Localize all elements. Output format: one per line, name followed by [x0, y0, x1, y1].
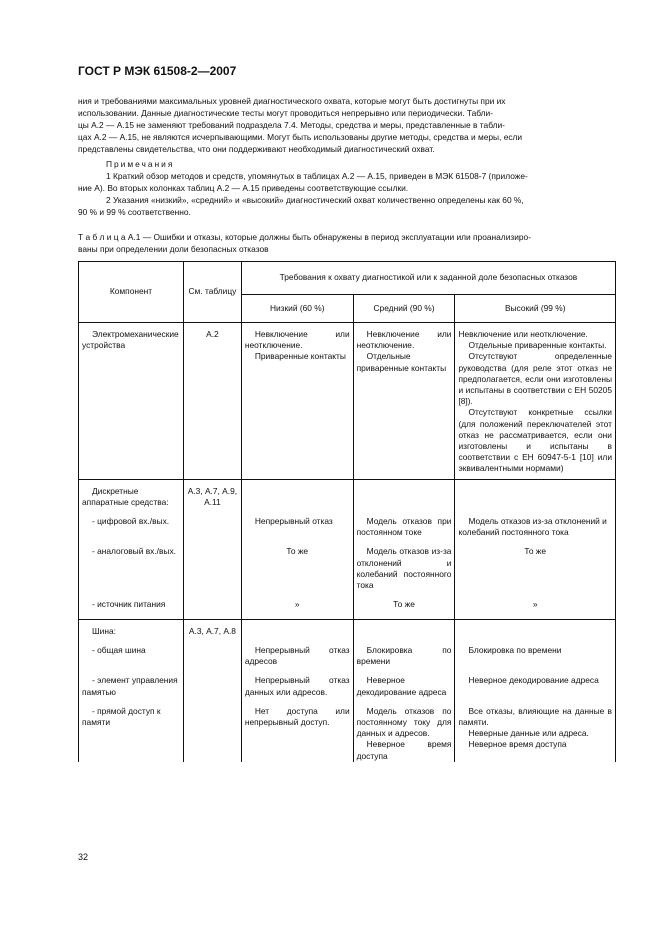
low-cell	[241, 323, 353, 480]
medium-cell: Модель отказов из-за отклонений и колебаний постоянного тока	[353, 538, 455, 591]
high-cell	[455, 698, 616, 762]
document-header: ГОСТ Р МЭК 61508-2—2007	[78, 64, 237, 78]
notes-title: Примечания	[106, 159, 175, 169]
table-row	[79, 538, 616, 591]
low-cell: Непрерывный отказ данных или адресов.	[241, 667, 353, 697]
component-cell: - общая шина	[79, 637, 184, 667]
table-row	[79, 667, 616, 697]
low-cell: Непрерывный отказ	[241, 508, 353, 538]
page-number: 32	[78, 852, 89, 862]
cell-text: Отдельные приваренные контакты	[356, 351, 447, 373]
cell-text: Приваренные контакты	[254, 351, 346, 362]
table-row	[79, 637, 616, 667]
ref-cell: А.3, А.7, А.9, А.11	[183, 479, 241, 619]
intro-line: ния и требованиями максимальных уровней диагностического охвата, которые могут быть достигнуты при их	[78, 96, 506, 106]
cell-text: Невключение или неотключение.	[244, 329, 350, 351]
component-cell: - прямой доступ к памяти	[79, 698, 184, 762]
notes-block	[78, 159, 616, 219]
table-row	[79, 508, 616, 538]
cell-text: Неверные данные или адреса.	[468, 728, 589, 739]
high-cell: »	[455, 591, 616, 619]
note-line: 2 Указания «низкий», «средний» и «высокий» диагностический охват количественно определены как 60 %,	[106, 194, 524, 205]
cell-text: Отсутствуют определенные руководства (для реле этот отказ не предполагается, если они изготовлены и испытаны в соответствии с ЕН 50205 [8]).	[458, 351, 612, 407]
header-low: Низкий (60 %)	[241, 295, 353, 323]
header-high: Высокий (99 %)	[455, 295, 616, 323]
cell-text: Все отказы, влияющие на данные в памяти.	[458, 705, 612, 727]
ref-cell: А.2	[183, 323, 241, 480]
caption-line: Т а б л и ц а А.1 — Ошибки и отказы, которые должны быть обнаружены в период эксплуатации или проанализиро-	[78, 232, 531, 242]
note-line: 90 % и 99 % соответственно.	[78, 206, 191, 217]
component-cell: - аналоговый вх./вых.	[79, 538, 184, 591]
caption-line: ваны при определении доли безопасных отказов	[78, 243, 269, 254]
low-cell: То же	[241, 538, 353, 591]
low-cell: Непрерывный отказ адресов	[241, 637, 353, 667]
high-cell: То же	[455, 538, 616, 591]
medium-cell: Неверное декодирование адреса	[353, 667, 455, 697]
table-caption	[78, 232, 616, 256]
table-row	[79, 323, 616, 480]
intro-paragraph	[78, 96, 616, 156]
note-line: ние А). Во вторых колонках таблиц А.2 — А.15 приведены соответствующие ссылки.	[78, 182, 409, 193]
intro-line: цы А.2 — А.15 не заменяют требований подраздела 7.4. Методы, средства и меры, представленные в табли-	[78, 119, 505, 130]
low-cell: Нет доступа или непрерывный доступ.	[241, 698, 353, 762]
header-requirements: Требования к охвату диагностикой или к заданной доле безопасных отказов	[241, 262, 615, 295]
table-row	[79, 698, 616, 762]
cell-text: Неверное время доступа	[468, 739, 567, 750]
table-row	[79, 479, 616, 508]
cell-text: Отсутствуют конкретные ссылки (для положений переключателей этот отказ не рассматривается, если они изготовлены и испытаны в соответствии с ЕН 60947-5-1 [10] или эквивалентными нормами)	[458, 407, 612, 474]
high-cell: Блокировка по времени	[455, 637, 616, 667]
high-cell: Неверное декодирование адреса	[455, 667, 616, 697]
medium-cell	[353, 698, 455, 762]
cell-text: Модель отказов по постоянному току для данных и адресов.	[356, 705, 452, 739]
intro-line: цах А.2 — А.15, не являются исчерпывающими. Могут быть использованы другие методы, средства и меры, если	[78, 131, 523, 142]
cell-text: Невключение или неотключение.	[356, 329, 452, 351]
component-cell: - элемент управления памятью	[79, 667, 184, 697]
component-cell: Электромеханические устройства	[79, 323, 184, 480]
medium-cell	[353, 323, 455, 480]
header-ref: См. таблицу	[183, 262, 241, 323]
table-row	[79, 619, 616, 637]
header-medium: Средний (90 %)	[353, 295, 455, 323]
component-cell: Дискретные аппаратные средства:	[79, 479, 184, 508]
high-cell	[455, 323, 616, 480]
component-cell: - источник питания	[79, 591, 184, 619]
medium-cell: Блокировка по времени	[353, 637, 455, 667]
low-cell: »	[241, 591, 353, 619]
table-row	[79, 591, 616, 619]
note-line: 1 Краткий обзор методов и средств, упомянутых в таблицах А.2 — А.15, приведен в МЭК 61508-7 (приложе-	[106, 170, 528, 181]
intro-line: представлены свидетельства, что они поддерживают необходимый диагностический охват.	[78, 143, 435, 154]
ref-cell: А.3, А.7, А.8	[183, 619, 241, 762]
cell-text: Отдельные приваренные контакты.	[468, 340, 607, 351]
cell-text: Неверное время доступа	[356, 739, 452, 761]
medium-cell: Модель отказов при постоянном токе	[353, 508, 455, 538]
component-cell: Шина:	[79, 619, 184, 637]
component-cell: - цифровой вх./вых.	[79, 508, 184, 538]
header-component: Компонент	[79, 262, 184, 323]
requirements-table	[78, 261, 616, 762]
high-cell: Модель отказов из-за отклонений и колебаний постоянного тока	[455, 508, 616, 538]
intro-line: использовании. Данные диагностические тесты могут проводиться непрерывно или периодически. Табли-	[78, 107, 494, 118]
cell-text: Невключение или неотключение.	[458, 329, 588, 339]
medium-cell: То же	[353, 591, 455, 619]
